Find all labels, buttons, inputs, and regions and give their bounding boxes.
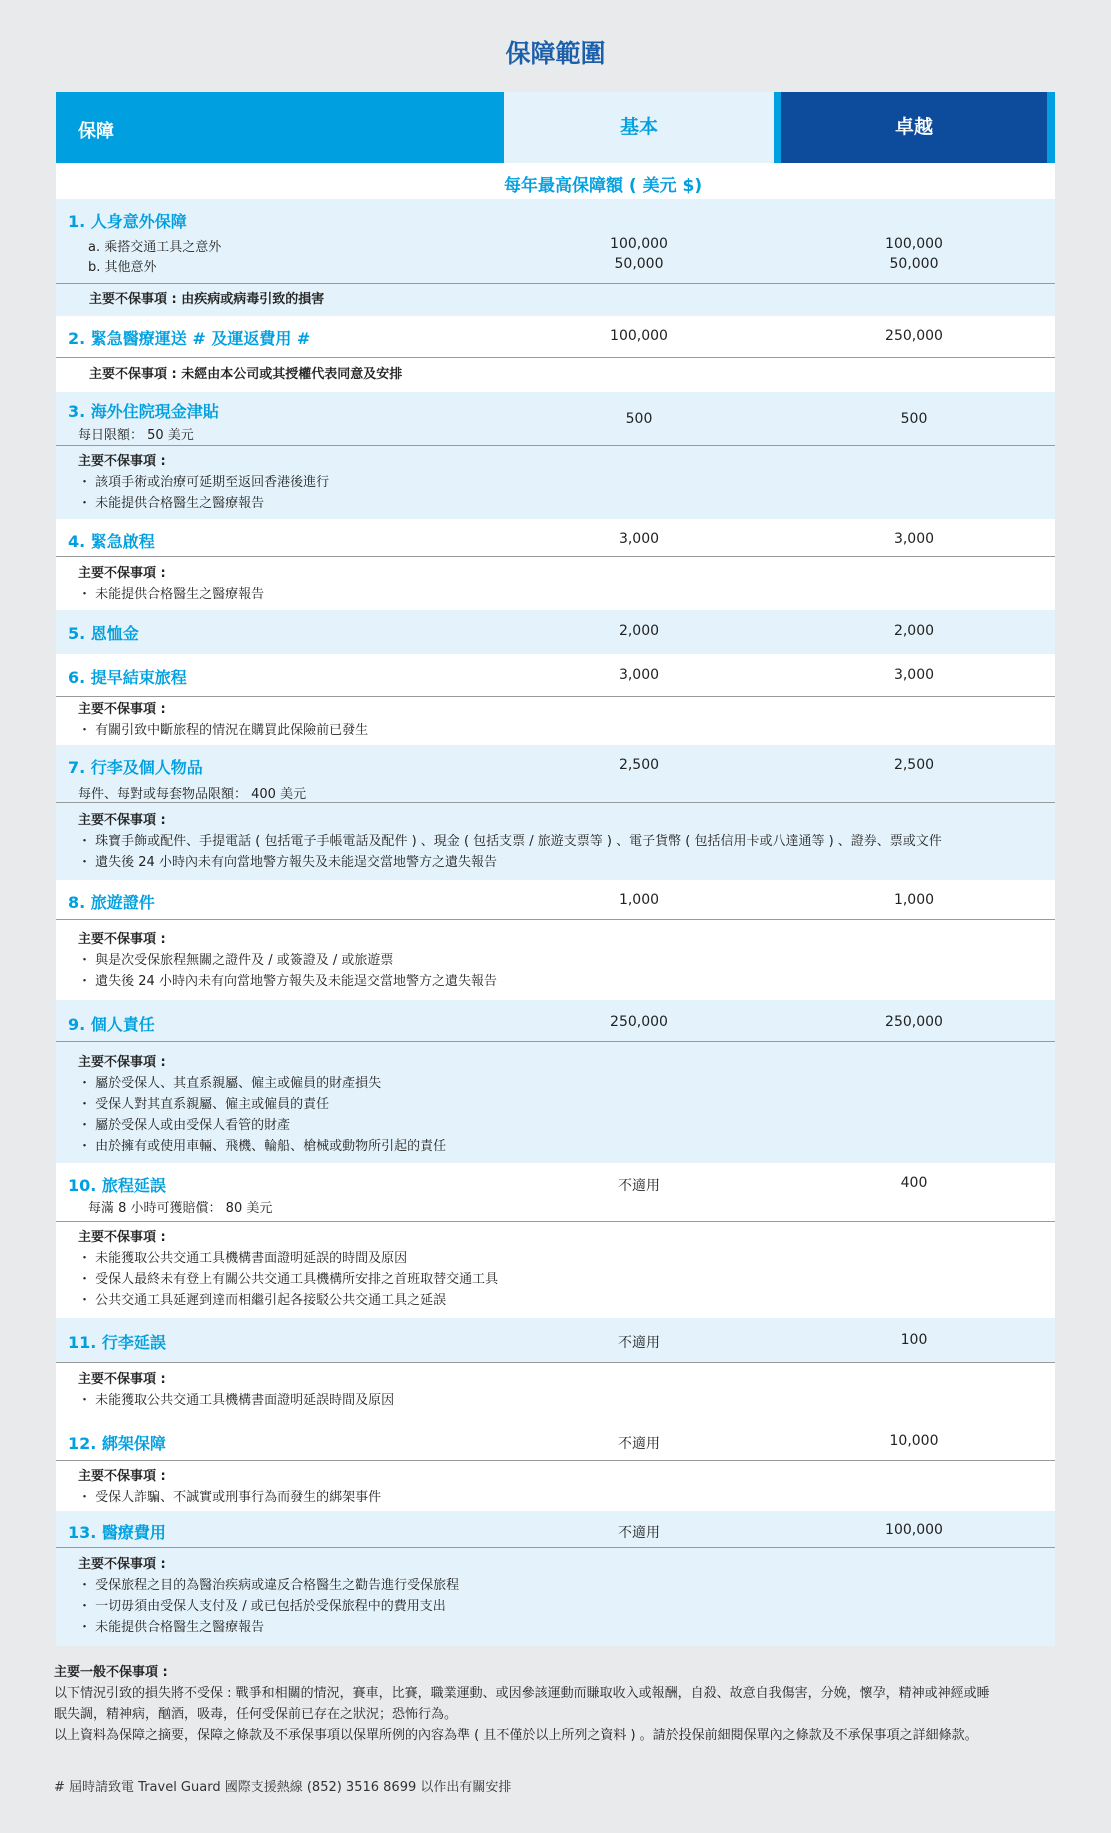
- header-coverage: [56, 92, 504, 163]
- exclusion-item: ・ 受保人詐騙、不誠實或刑事行為而發生的綁架事件: [78, 1490, 382, 1505]
- exclusion-row: [56, 1042, 1055, 1163]
- exclusion-heading: 主要不保事項 :: [78, 813, 166, 828]
- item-title: 12. 綁架保障: [68, 1434, 166, 1453]
- exclusion-row: [56, 697, 1055, 745]
- item-title: 13. 醫療費用: [68, 1523, 166, 1542]
- table-row: [56, 1318, 1055, 1363]
- item-title: 8. 旅遊證件: [68, 893, 155, 912]
- premium-value: 100,000: [885, 1522, 943, 1538]
- premium-value: 400: [900, 1175, 928, 1191]
- general-exclusions: [54, 1662, 1064, 1746]
- premium-value: 100,000: [885, 236, 943, 252]
- item-title: 10. 旅程延誤: [68, 1176, 166, 1195]
- table-row: [56, 1421, 1055, 1461]
- basic-value: 2,000: [618, 623, 660, 639]
- item-title: 6. 提早結束旅程: [68, 668, 187, 687]
- table-row: [56, 654, 1055, 697]
- table-row: [56, 519, 1055, 557]
- item-sub: 每件、每對或每套物品限額： 400 美元: [78, 787, 307, 802]
- premium-value: 250,000: [885, 328, 943, 344]
- table-subheader: [56, 163, 1055, 199]
- exclusion-text: 主要不保事項 : 未經由本公司或其授權代表同意及安排: [89, 367, 403, 382]
- exclusion-item: ・ 未能獲取公共交通工具機構書面證明延誤時間及原因: [78, 1393, 395, 1408]
- item-title: 4. 緊急啟程: [68, 532, 155, 551]
- exclusion-item: ・ 未能提供合格醫生之醫療報告: [78, 587, 265, 602]
- premium-value: 500: [900, 411, 928, 427]
- exclusion-item: ・ 未能提供合格醫生之醫療報告: [78, 496, 265, 511]
- item-title: 3. 海外住院現金津貼: [68, 402, 219, 421]
- exclusion-item: ・ 與是次受保旅程無關之證件及 / 或簽證及 / 或旅遊票: [78, 953, 394, 968]
- item-sub: b. 其他意外: [88, 260, 157, 275]
- exclusion-heading: 主要不保事項 :: [78, 1469, 166, 1484]
- premium-value: 100: [900, 1332, 928, 1348]
- basic-value: 50,000: [614, 256, 664, 272]
- exclusion-text: 主要不保事項 : 由疾病或病毒引致的損害: [89, 292, 325, 307]
- item-title: 9. 個人責任: [68, 1015, 155, 1034]
- table-row: [56, 1000, 1055, 1042]
- header-coverage-label: 保障: [78, 121, 114, 142]
- exclusion-row: [56, 1222, 1055, 1318]
- item-title: 5. 恩恤金: [68, 624, 139, 643]
- basic-value: 100,000: [610, 236, 668, 252]
- basic-value: 250,000: [610, 1014, 668, 1030]
- general-exclusions-text: 眠失調，精神病，酗酒，吸毒，任何受保前已存在之狀況；恐怖行為。: [54, 1707, 458, 1722]
- general-exclusions-heading: 主要一般不保事項 :: [54, 1665, 168, 1680]
- exclusion-item: ・ 受保旅程之目的為醫治疾病或違反合格醫生之勸告進行受保旅程: [78, 1578, 460, 1593]
- premium-value: 3,000: [893, 667, 935, 683]
- exclusion-row: [56, 284, 1055, 316]
- exclusion-item: ・ 屬於受保人或由受保人看管的財產: [78, 1118, 291, 1133]
- basic-value: 3,000: [618, 667, 660, 683]
- item-sub: 每滿 8 小時可獲賠償： 80 美元: [88, 1201, 273, 1216]
- basic-value: 不適用: [618, 1335, 660, 1351]
- item-title: 2. 緊急醫療運送 # 及運返費用 #: [68, 329, 311, 348]
- basic-value: 1,000: [618, 892, 660, 908]
- exclusion-item: ・ 由於擁有或使用車輛、飛機、輪船、槍械或動物所引起的責任: [78, 1139, 447, 1154]
- exclusion-row: [56, 446, 1055, 519]
- general-exclusions-text: 以下情況引致的損失將不受保 : 戰爭和相關的情況，賽車，比賽，職業運動、或因參該運動而賺取收入或報酬，自殺、故意自我傷害，分娩，懷孕，精神或神經或睡: [54, 1686, 990, 1701]
- premium-value: 1,000: [893, 892, 935, 908]
- premium-value: 10,000: [889, 1433, 939, 1449]
- basic-value: 不適用: [618, 1436, 660, 1452]
- premium-value: 50,000: [889, 256, 939, 272]
- exclusion-row: [56, 1461, 1055, 1511]
- table-row: [56, 1511, 1055, 1548]
- header-basic: 基本: [504, 92, 774, 163]
- basic-value: 100,000: [610, 328, 668, 344]
- exclusion-item: ・ 受保人最終未有登上有關公共交通工具機構所安排之首班取替交通工具: [78, 1272, 499, 1287]
- table-row: [56, 880, 1055, 920]
- coverage-table: [56, 92, 1055, 1646]
- exclusion-item: ・ 有關引致中斷旅程的情況在購買此保險前已發生: [78, 723, 369, 738]
- table-row: [56, 745, 1055, 803]
- exclusion-item: ・ 受保人對其直系親屬、僱主或僱員的責任: [78, 1097, 330, 1112]
- exclusion-item: ・ 未能提供合格醫生之醫療報告: [78, 1620, 265, 1635]
- premium-value: 250,000: [885, 1014, 943, 1030]
- table-header: [56, 92, 1055, 163]
- basic-value: 3,000: [618, 531, 660, 547]
- header-premium: 卓越: [781, 92, 1047, 163]
- item-title: 1. 人身意外保障: [68, 212, 187, 231]
- exclusion-heading: 主要不保事項 :: [78, 1372, 166, 1387]
- exclusion-heading: 主要不保事項 :: [78, 702, 166, 717]
- exclusion-heading: 主要不保事項 :: [78, 932, 166, 947]
- exclusion-heading: 主要不保事項 :: [78, 1230, 166, 1245]
- table-row: [56, 610, 1055, 654]
- premium-value: 2,000: [893, 623, 935, 639]
- exclusion-row: [56, 358, 1055, 392]
- exclusion-item: ・ 遺失後 24 小時內未有向當地警方報失及未能逞交當地警方之遺失報告: [78, 855, 497, 870]
- basic-value: 不適用: [618, 1178, 660, 1194]
- item-title: 7. 行李及個人物品: [68, 758, 203, 777]
- basic-value: 500: [625, 411, 653, 427]
- disclaimer-text: 以上資料為保障之摘要，保障之條款及不承保事項以保單所例的內容為準 ( 且不僅於以上所列之資料 ) 。請於投保前細閱保單內之條款及不承保事項之詳細條款。: [54, 1728, 978, 1743]
- exclusion-heading: 主要不保事項 :: [78, 1055, 166, 1070]
- basic-value: 2,500: [618, 757, 660, 773]
- exclusion-heading: 主要不保事項 :: [78, 454, 166, 469]
- exclusion-item: ・ 未能獲取公共交通工具機構書面證明延誤的時間及原因: [78, 1251, 408, 1266]
- item-title: 11. 行李延誤: [68, 1333, 166, 1352]
- table-row: [56, 1163, 1055, 1222]
- exclusion-row: [56, 803, 1055, 880]
- table-row: [56, 316, 1055, 358]
- premium-value: 2,500: [893, 757, 935, 773]
- premium-value: 3,000: [893, 531, 935, 547]
- subheader-label: 每年最高保障額 ( 美元 $): [504, 176, 703, 196]
- exclusion-item: ・ 一切毋須由受保人支付及 / 或已包括於受保旅程中的費用支出: [78, 1599, 446, 1614]
- item-sub: 每日限額： 50 美元: [78, 428, 194, 443]
- exclusion-heading: 主要不保事項 :: [78, 566, 166, 581]
- exclusion-row: [56, 1548, 1055, 1646]
- basic-value: 不適用: [618, 1525, 660, 1541]
- table-row: [56, 392, 1055, 446]
- exclusion-row: [56, 920, 1055, 1000]
- exclusion-item: ・ 珠寶手飾或配件、手提電話 ( 包括電子手帳電話及配件 ) 、現金 ( 包括支票 / 旅遊支票等 ) 、電子貨幣 ( 包括信用卡或八達通等 ) 、證券、票或文件: [78, 834, 942, 849]
- exclusion-item: ・ 遺失後 24 小時內未有向當地警方報失及未能逞交當地警方之遺失報告: [78, 974, 497, 989]
- exclusion-row: [56, 557, 1055, 610]
- hotline-note: # 屆時請致電 Travel Guard 國際支援熱線 (852) 3516 8699 以作出有關安排: [54, 1780, 512, 1795]
- exclusion-item: ・ 該項手術或治療可延期至返回香港後進行: [78, 475, 330, 490]
- exclusion-row: [56, 1363, 1055, 1421]
- table-row: [56, 199, 1055, 284]
- exclusion-heading: 主要不保事項 :: [78, 1557, 166, 1572]
- exclusion-item: ・ 屬於受保人、其直系親屬、僱主或僱員的財產損失: [78, 1076, 382, 1091]
- item-sub: a. 乘搭交通工具之意外: [88, 240, 222, 255]
- exclusion-item: ・ 公共交通工具延遲到達而相繼引起各接駁公共交通工具之延誤: [78, 1293, 447, 1308]
- page-title: 保障範圍: [505, 39, 606, 68]
